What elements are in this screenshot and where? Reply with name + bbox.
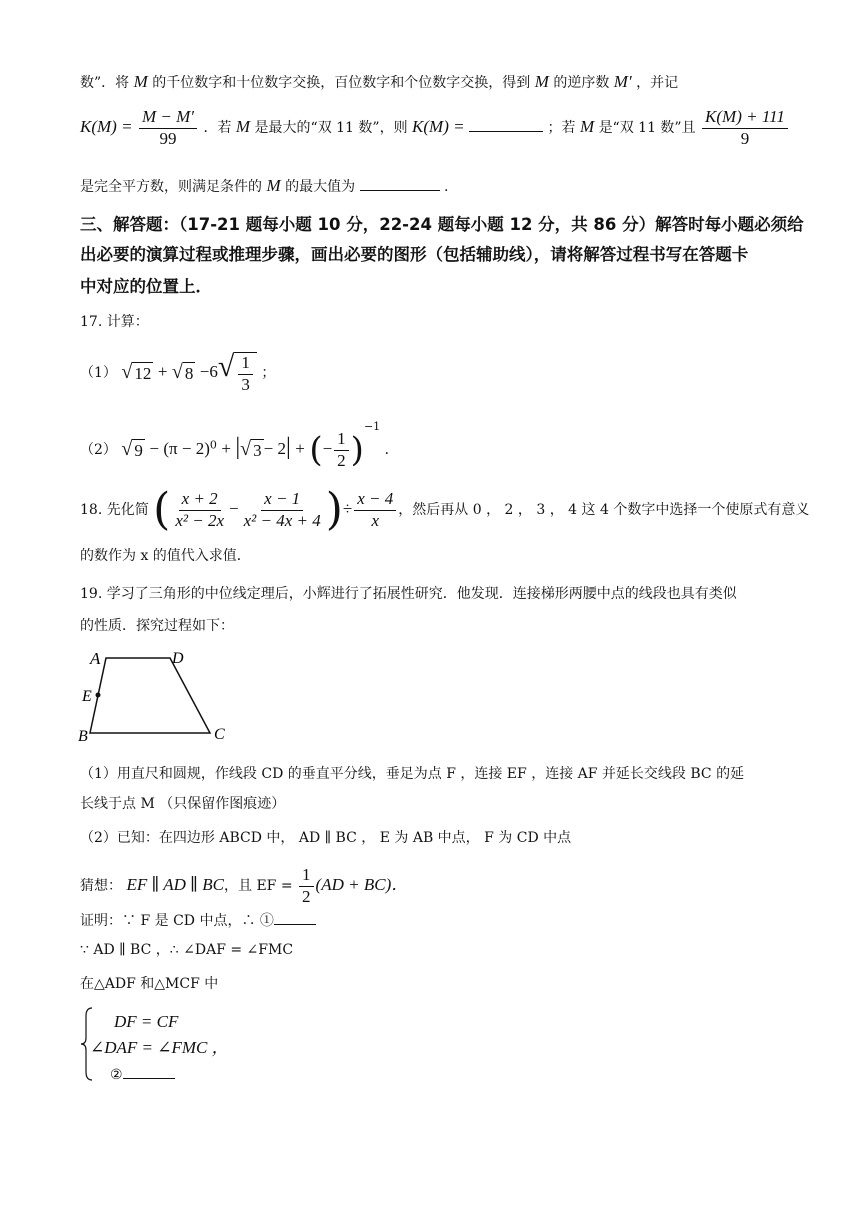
- point-e: [96, 693, 101, 698]
- proof-blank-2[interactable]: [123, 1064, 175, 1079]
- text-line-3: 是完全平方数，则满足条件的 M 的最大值为 .: [80, 176, 449, 195]
- q17-part2: （2） √ 9 − $(\pi - 2)^0$ + | √ 3 − 2| + (− $\frac{1}{2}$ )$^{-1}$ ．: [80, 420, 399, 470]
- proof-line-1: 证明：∵ F 是 CD 中点，∴ ①: [80, 910, 316, 930]
- q19-guess: 猜想： EF ∥ AD ∥ BC，且 EF = $\frac{1}{2}$ (AD + BC)．: [80, 865, 409, 906]
- q17-title: 17. 计算：: [80, 314, 149, 330]
- trapezoid-figure: [76, 645, 236, 745]
- proof-line-2: ∵ AD ∥ BC ，∴ ∠DAF = ∠FMC: [80, 942, 294, 958]
- q19-step1-line-2: 长线于点 M （只保留作图痕迹）: [80, 796, 286, 812]
- proof-line-3: 在△ADF 和△MCF 中: [80, 976, 219, 992]
- section-heading-line-3: 中对应的位置上．: [80, 277, 212, 296]
- q18-line-1: 18. 先化简 ( $\frac{x + 2}{\text{x² − 2x}}$ − $\frac{x - 1}{\text{x² − 4x + 4}}$ )÷ $\frac{x - 4}{x}$ ，然后再从 0 ， 2 ， 3 ， 4 这 4 个数字中选择一个使原式有意义: [80, 484, 810, 535]
- k-plus-111-fraction: $\frac{K(M) + 111}{9}$: [702, 108, 788, 148]
- answer-blank-2[interactable]: [360, 176, 440, 191]
- proof-blank-1[interactable]: [274, 910, 316, 925]
- system-line-3: ②: [110, 1064, 175, 1084]
- q19-step1-line-1: （1）用直尺和圆规，作线段 CD 的垂直平分线，垂足为点 F ，连接 EF ，连接 AF 并延长交线段 BC 的延: [80, 766, 745, 782]
- label-a: A: [90, 649, 101, 668]
- k-fraction: $\frac{M - M'}{99}$: [139, 108, 197, 148]
- answer-blank-1[interactable]: [469, 117, 543, 132]
- q19-line-1: 19. 学习了三角形的中位线定理后，小辉进行了拓展性研究．他发现．连接梯形两腰中点的线段也具有类似: [80, 586, 737, 602]
- q17-part1: （1） √ 12 + √ 8 −6 √ $\frac{1}{3}$ ；: [80, 350, 276, 394]
- text-line-1: 数”．将 M 的千位数字和十位数字交换，百位数字和个位数字交换，得到 M 的逆序数 M′ ，并记: [80, 72, 679, 91]
- label-d: D: [172, 650, 184, 667]
- section-heading-line-1: 三、解答题：（17-21 题每小题 10 分，22-24 题每小题 12 分，共 86 分）解答时每小题必须给: [80, 215, 804, 234]
- trapezoid-abcd: [90, 658, 210, 733]
- q19-step2: （2）已知：在四边形 ABCD 中， AD ∥ BC ， E 为 AB 中点， F 为 CD 中点: [80, 830, 572, 846]
- label-e: E: [82, 688, 92, 705]
- system-line-2: ∠DAF = ∠FMC ，: [90, 1038, 229, 1057]
- label-c: C: [214, 726, 225, 743]
- label-b: B: [78, 728, 88, 745]
- system-line-1: DF = CF: [114, 1012, 179, 1031]
- text-line-2: K(M) = $\frac{M - M'}{99}$ ．若 M 是最大的“双 11 数”，则 K(M) = ；若 M 是“双 11 数”且 $\frac{K(M) + 111}{9}$: [80, 108, 790, 148]
- q19-line-2: 的性质．探究过程如下：: [80, 618, 234, 634]
- section-heading-line-2: 出必要的演算过程或推理步骤，画出必要的图形（包括辅助线），请将解答过程书写在答题卡: [80, 245, 749, 264]
- q18-line-2: 的数作为 x 的值代入求值．: [80, 548, 251, 564]
